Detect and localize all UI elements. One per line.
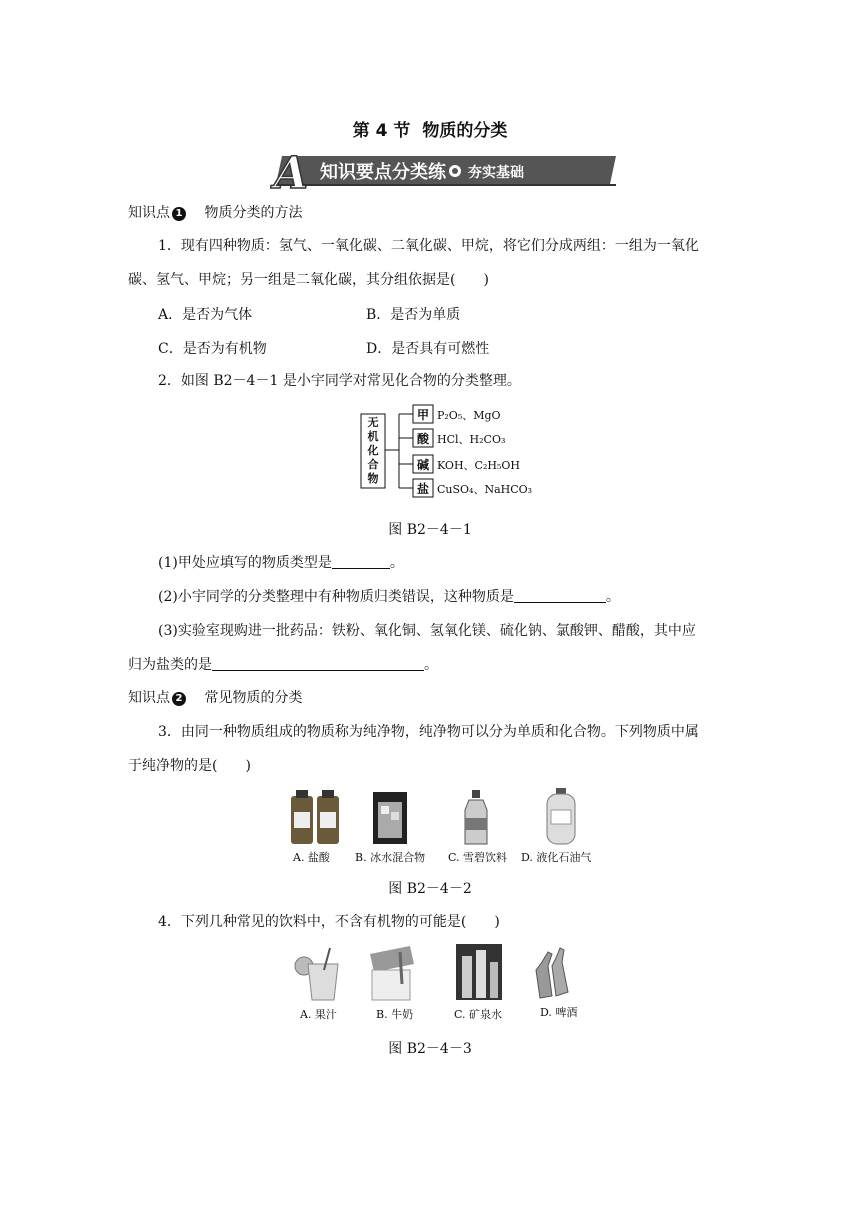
q3-line2: 于纯净物的是( )	[128, 758, 251, 774]
figure-caption-3: 图 B2－4－3	[388, 1041, 472, 1057]
banner-letter: A	[274, 150, 309, 192]
q1-option-c: C．是否为有机物	[158, 341, 267, 357]
kp2-number: 2	[172, 692, 186, 706]
kp1-label: 知识点	[128, 205, 170, 221]
banner-graphic	[270, 150, 620, 192]
q1-option-a: A．是否为气体	[158, 307, 253, 323]
option-c-label: C. 雪碧饮料	[448, 851, 508, 864]
banner-main-text: 知识要点分类练	[320, 162, 446, 183]
root-char: 物	[367, 472, 379, 485]
q2-sub1-end: 。	[389, 555, 404, 571]
option-c-label: C. 矿泉水	[454, 1008, 503, 1021]
q1-line2: 碳、氢气、甲烷；另一组是二氧化碳，其分组依据是( )	[128, 272, 489, 288]
branch-items-jia: P₂O₅、MgO	[437, 409, 501, 422]
hydrochloric-acid-bottles-image	[291, 790, 339, 844]
branch-items-salt: CuSO₄、NaHCO₃	[437, 483, 533, 496]
section-number: 第 4 节	[352, 121, 411, 141]
milk-image	[370, 946, 414, 1000]
mineral-water-image	[456, 944, 502, 1000]
answer-blank[interactable]	[212, 656, 424, 671]
figure-b2-4-3	[290, 944, 600, 1024]
option-b-label: B. 牛奶	[376, 1008, 414, 1021]
figure-2-images	[285, 786, 615, 848]
q2-sub1	[158, 553, 778, 573]
kp2-heading	[128, 688, 748, 708]
root-char: 化	[367, 444, 379, 457]
q2-sub3-end: 。	[424, 657, 438, 673]
option-d-label: D. 啤酒	[540, 1006, 578, 1019]
answer-blank[interactable]	[332, 554, 390, 569]
q1-option-d: D．是否具有可燃性	[366, 341, 490, 357]
kp2-title: 常见物质的分类	[204, 690, 303, 706]
option-a-label: A. 果汁	[300, 1008, 337, 1021]
branch-label-jia: 甲	[416, 408, 429, 422]
soda-bottle-image	[465, 790, 487, 844]
branch-items-base: KOH、C₂H₅OH	[437, 459, 520, 472]
kp1-heading	[128, 203, 748, 223]
root-char: 机	[367, 430, 379, 443]
beer-bottles-image	[536, 948, 568, 998]
figure-caption-2: 图 B2－4－2	[388, 881, 472, 897]
q2-sub2-end: 。	[605, 589, 620, 605]
q2-sub2	[158, 587, 778, 607]
root-char: 合	[367, 458, 379, 471]
section-title	[0, 116, 860, 141]
q4-stem: 4．下列几种常见的饮料中，不含有机物的可能是( )	[158, 914, 500, 930]
figure-caption-1: 图 B2－4－1	[388, 522, 472, 538]
juice-glass-image	[295, 948, 338, 1000]
root-char: 无	[367, 416, 379, 429]
kp1-title: 物质分类的方法	[204, 205, 303, 221]
option-a-label: A. 盐酸	[293, 851, 330, 864]
q2-sub3-text: 归为盐类的是	[128, 657, 212, 673]
kp2-label: 知识点	[128, 690, 170, 706]
q2-sub3-line2	[128, 655, 748, 675]
classification-diagram	[355, 400, 555, 500]
section-name: 物质的分类	[422, 121, 508, 141]
q2-sub3-line1: (3)实验室现购进一批药品：铁粉、氧化铜、氢氧化镁、硫化钠、氯酸钾、醋酸，其中应	[158, 623, 696, 639]
q3-line1: 3．由同一种物质组成的物质称为纯净物，纯净物可以分为单质和化合物。下列物质中属	[158, 724, 699, 740]
answer-blank[interactable]	[514, 588, 606, 603]
kp1-number: 1	[172, 207, 186, 221]
branch-label-acid: 酸	[416, 432, 429, 446]
ice-water-mixture-image	[373, 792, 407, 844]
branch-label-base: 碱	[416, 458, 429, 472]
option-d-label: D. 液化石油气	[521, 851, 592, 864]
q1-line1: 1．现有四种物质：氢气、一氧化碳、二氧化碳、甲烷，将它们分成两组：一组为一氧化	[158, 238, 699, 254]
banner-sub-text: 夯实基础	[468, 165, 524, 181]
option-b-label: B. 冰水混合物	[355, 851, 426, 864]
q2-stem: 2．如图 B2－4－1 是小宇同学对常见化合物的分类整理。	[158, 373, 521, 389]
q1-option-b: B．是否为单质	[366, 307, 461, 323]
figure-b2-4-2	[285, 786, 615, 866]
q2-sub1-text: (1)甲处应填写的物质类型是	[158, 555, 332, 571]
branch-label-salt: 盐	[416, 482, 429, 496]
lpg-tank-image	[547, 788, 575, 844]
diagram-root	[363, 416, 383, 486]
branch-items-acid: HCl、H₂CO₃	[437, 433, 506, 446]
section-banner	[270, 150, 620, 192]
q2-sub2-text: (2)小宇同学的分类整理中有种物质归类错误，这种物质是	[158, 589, 514, 605]
figure-3-images	[290, 944, 600, 1002]
